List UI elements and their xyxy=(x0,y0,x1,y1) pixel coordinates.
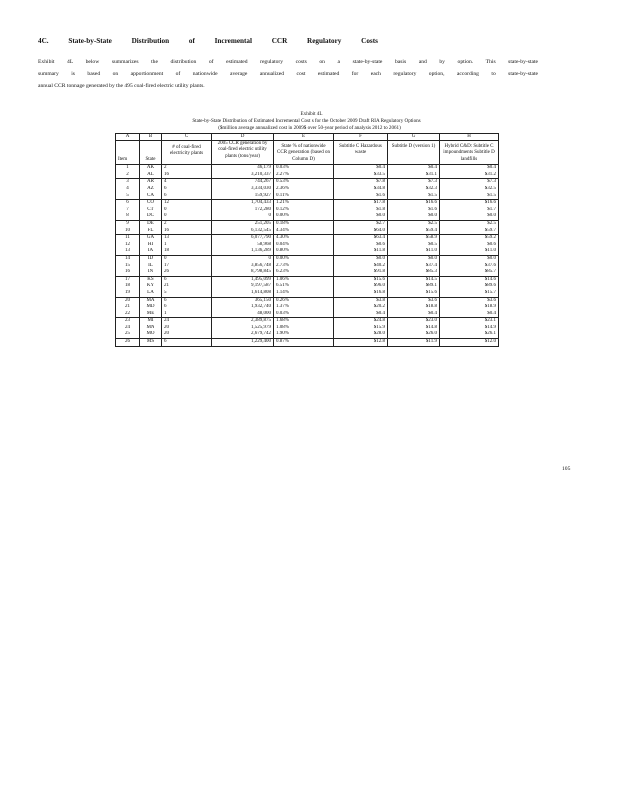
row-tons: 58,968 xyxy=(212,242,274,249)
row-pct: 1.14% xyxy=(274,290,334,297)
row-plants: 17 xyxy=(162,263,212,270)
cost-distribution-table xyxy=(115,133,499,347)
row-subtitle-d: $18.8 xyxy=(388,304,440,311)
column-letter: C xyxy=(162,134,212,141)
row-state: AR xyxy=(140,179,162,186)
table-row xyxy=(116,186,499,193)
column-letter: E xyxy=(274,134,334,141)
heading-word: of xyxy=(188,37,195,45)
row-plants: 13 xyxy=(162,235,212,242)
exhibit-subtitle: ($million average annualized cost in 2009$ over 50-year period of analysis 2012 to 2061) xyxy=(218,125,401,131)
row-subtitle-d: $23.0 xyxy=(388,318,440,325)
table-row xyxy=(116,200,499,207)
table-row xyxy=(116,193,499,200)
row-tons: 48,000 xyxy=(212,311,274,318)
table-row xyxy=(116,172,499,179)
row-hybrid: $0.0 xyxy=(440,255,499,262)
row-plants: 1 xyxy=(162,242,212,249)
row-plants: 26 xyxy=(162,269,212,276)
row-hybrid: $15.7 xyxy=(440,290,499,297)
row-pct: 0.03% xyxy=(274,311,334,318)
table-row xyxy=(116,255,499,262)
row-state: CT xyxy=(140,207,162,214)
row-tons: 8,798,845 xyxy=(212,269,274,276)
row-item: 24 xyxy=(116,325,140,332)
row-subtitle-d: $3.6 xyxy=(388,297,440,304)
row-pct: 0.18% xyxy=(274,220,334,227)
row-subtitle-c: $0.6 xyxy=(334,242,388,249)
row-pct: 1.06% xyxy=(274,276,334,283)
page-number: 105 xyxy=(562,466,571,472)
row-plants: 16 xyxy=(162,228,212,235)
row-subtitle-c: $0.0 xyxy=(334,255,388,262)
row-item: 19 xyxy=(116,290,140,297)
column-letter: F xyxy=(334,134,388,141)
row-hybrid: $85.7 xyxy=(440,269,499,276)
heading-word: Regulatory xyxy=(307,37,342,45)
paragraph-line: summary is based on apportionment of nationwide average annualized cost estimated for each regulatory option, according to state-by-state xyxy=(38,71,538,77)
heading-word: State-by-State xyxy=(68,37,112,45)
header-pct: State % of nationwide CCR generation (based on Column D) xyxy=(274,141,334,165)
row-subtitle-d: $26.0 xyxy=(388,331,440,338)
row-hybrid: $7.3 xyxy=(440,179,499,186)
row-hybrid: $12.0 xyxy=(440,339,499,347)
row-subtitle-c: $24.8 xyxy=(334,318,388,325)
row-item: 4 xyxy=(116,186,140,193)
table-row xyxy=(116,325,499,332)
row-hybrid: $18.9 xyxy=(440,304,499,311)
row-tons: 251,205 xyxy=(212,220,274,227)
paragraph-line: Exhibit 4L below summarizes the distribution of estimated regulatory costs on a state-by-state basis and by option. This state-by-state xyxy=(38,59,538,65)
row-subtitle-d: $2.5 xyxy=(388,220,440,227)
row-item: 5 xyxy=(116,193,140,200)
row-item: 9 xyxy=(116,220,140,227)
table-row xyxy=(116,283,499,290)
row-plants: 6 xyxy=(162,193,212,200)
row-state: MS xyxy=(140,339,162,347)
section-heading xyxy=(38,37,378,45)
row-subtitle-d: $1.5 xyxy=(388,193,440,200)
row-item: 6 xyxy=(116,200,140,207)
row-plants: 6 xyxy=(162,297,212,304)
column-letter-row xyxy=(116,134,499,141)
row-state: IN xyxy=(140,269,162,276)
row-subtitle-d: $37.4 xyxy=(388,263,440,270)
row-hybrid: $0.4 xyxy=(440,165,499,172)
row-pct: 6.51% xyxy=(274,283,334,290)
table-row xyxy=(116,228,499,235)
row-subtitle-c: $3.8 xyxy=(334,297,388,304)
table-row xyxy=(116,235,499,242)
table-row xyxy=(116,207,499,214)
row-state: KS xyxy=(140,276,162,283)
column-letter: H xyxy=(440,134,499,141)
row-item: 18 xyxy=(116,283,140,290)
row-subtitle-c: $20.2 xyxy=(334,304,388,311)
row-pct: 1.08% xyxy=(274,325,334,332)
row-tons: 1,495,099 xyxy=(212,276,274,283)
row-hybrid: $31.2 xyxy=(440,172,499,179)
row-pct: 1.90% xyxy=(274,331,334,338)
header-plants: # of coal-fired electricity plants xyxy=(162,141,212,165)
row-item: 7 xyxy=(116,207,140,214)
row-tons: 172,280 xyxy=(212,207,274,214)
row-tons: 2,679,742 xyxy=(212,331,274,338)
row-hybrid: $37.6 xyxy=(440,263,499,270)
row-subtitle-d: $0.0 xyxy=(388,255,440,262)
row-plants: 4 xyxy=(162,179,212,186)
row-item: 23 xyxy=(116,318,140,325)
heading-word: Costs xyxy=(361,37,378,45)
row-pct: 0.04% xyxy=(274,242,334,249)
table-row xyxy=(116,220,499,227)
row-subtitle-c: $0.0 xyxy=(334,213,388,220)
table-row xyxy=(116,311,499,318)
paragraph-line: annual CCR tonnage generated by the 495 coal-fired electric utility plants. xyxy=(38,83,205,89)
row-item: 11 xyxy=(116,235,140,242)
row-subtitle-d: $32.3 xyxy=(388,186,440,193)
row-pct: 2.36% xyxy=(274,186,334,193)
row-state: GA xyxy=(140,235,162,242)
row-plants: 12 xyxy=(162,200,212,207)
column-letter: A xyxy=(116,134,140,141)
row-subtitle-c: $64.0 xyxy=(334,228,388,235)
heading-word: Distribution xyxy=(131,37,170,45)
row-state: IL xyxy=(140,263,162,270)
row-state: KY xyxy=(140,283,162,290)
row-state: CO xyxy=(140,200,162,207)
row-subtitle-c: $2.7 xyxy=(334,220,388,227)
row-state: HI xyxy=(140,242,162,249)
row-tons: 46,179 xyxy=(212,165,274,172)
column-letter: D xyxy=(212,134,274,141)
table-row xyxy=(116,297,499,304)
heading-word: CCR xyxy=(271,37,288,45)
row-subtitle-c: $28.0 xyxy=(334,331,388,338)
row-item: 12 xyxy=(116,242,140,249)
row-plants: 20 xyxy=(162,331,212,338)
row-state: MN xyxy=(140,325,162,332)
row-tons: 6,077,790 xyxy=(212,235,274,242)
row-plants: 2 xyxy=(162,165,212,172)
row-state: CA xyxy=(140,193,162,200)
row-pct: 0.00% xyxy=(274,213,334,220)
header-state: State xyxy=(140,141,162,165)
header-subtitle-d: Subtitle D (version 1) xyxy=(388,141,440,165)
row-subtitle-c: $12.8 xyxy=(334,339,388,347)
row-hybrid: $89.6 xyxy=(440,283,499,290)
row-item: 3 xyxy=(116,179,140,186)
row-tons: 744,267 xyxy=(212,179,274,186)
table-row xyxy=(116,290,499,297)
row-plants: 21 xyxy=(162,283,212,290)
row-hybrid: $26.1 xyxy=(440,331,499,338)
exhibit-title-block xyxy=(115,111,498,132)
row-item: 25 xyxy=(116,331,140,338)
row-pct: 1.21% xyxy=(274,200,334,207)
row-subtitle-c: $91.8 xyxy=(334,269,388,276)
row-hybrid: $59.7 xyxy=(440,228,499,235)
row-plants: 6 xyxy=(162,276,212,283)
table-row xyxy=(116,179,499,186)
header-subtitle-c: Subtitle C Hazardous waste xyxy=(334,141,388,165)
row-plants: 6 xyxy=(162,304,212,311)
row-state: DE xyxy=(140,220,162,227)
row-pct: 0.80% xyxy=(274,248,334,255)
row-hybrid: $59.2 xyxy=(440,235,499,242)
row-pct: 0.53% xyxy=(274,179,334,186)
row-pct: 0.03% xyxy=(274,165,334,172)
row-plants: 24 xyxy=(162,318,212,325)
row-pct: 4.30% xyxy=(274,235,334,242)
row-state: ME xyxy=(140,311,162,318)
row-tons: 6,132,545 xyxy=(212,228,274,235)
row-subtitle-c: $34.8 xyxy=(334,186,388,193)
row-pct: 1.68% xyxy=(274,318,334,325)
row-subtitle-c: $0.4 xyxy=(334,311,388,318)
row-subtitle-c: $15.6 xyxy=(334,276,388,283)
row-state: FL xyxy=(140,228,162,235)
row-tons: 9,197,587 xyxy=(212,283,274,290)
row-subtitle-d: $58.9 xyxy=(388,235,440,242)
row-pct: 2.73% xyxy=(274,263,334,270)
row-item: 22 xyxy=(116,311,140,318)
exhibit-title: State-by-State Distribution of Estimated Incremental Cost s for the October 2009 Draft RIA Regulatory Options xyxy=(192,118,421,124)
row-subtitle-d: $0.4 xyxy=(388,165,440,172)
column-header-row xyxy=(116,141,499,165)
row-subtitle-d: $16.6 xyxy=(388,200,440,207)
row-tons: 1,136,289 xyxy=(212,248,274,255)
table-row xyxy=(116,269,499,276)
row-state: LA xyxy=(140,290,162,297)
row-item: 8 xyxy=(116,213,140,220)
row-hybrid: $32.5 xyxy=(440,186,499,193)
row-plants: 0 xyxy=(162,255,212,262)
row-item: 2 xyxy=(116,172,140,179)
row-subtitle-c: $1.6 xyxy=(334,193,388,200)
row-hybrid: $1.7 xyxy=(440,207,499,214)
row-item: 26 xyxy=(116,339,140,347)
row-tons: 0 xyxy=(212,213,274,220)
row-subtitle-d: $89.1 xyxy=(388,283,440,290)
row-pct: 0.26% xyxy=(274,297,334,304)
table-row xyxy=(116,263,499,270)
row-state: DC xyxy=(140,213,162,220)
row-subtitle-d: $0.4 xyxy=(388,311,440,318)
row-hybrid: $0.4 xyxy=(440,311,499,318)
row-subtitle-d: $15.6 xyxy=(388,290,440,297)
row-subtitle-c: $16.8 xyxy=(334,290,388,297)
row-tons: 1,704,433 xyxy=(212,200,274,207)
row-subtitle-d: $14.8 xyxy=(388,325,440,332)
row-state: MD xyxy=(140,304,162,311)
row-plants: 5 xyxy=(162,290,212,297)
row-state: MA xyxy=(140,297,162,304)
row-tons: 365,150 xyxy=(212,297,274,304)
row-plants: 6 xyxy=(162,186,212,193)
row-pct: 6.23% xyxy=(274,269,334,276)
row-subtitle-c: $7.8 xyxy=(334,179,388,186)
row-item: 10 xyxy=(116,228,140,235)
row-pct: 1.37% xyxy=(274,304,334,311)
row-hybrid: $3.6 xyxy=(440,297,499,304)
row-hybrid: $2.5 xyxy=(440,220,499,227)
row-item: 16 xyxy=(116,269,140,276)
row-state: AK xyxy=(140,165,162,172)
heading-word: Incremental xyxy=(214,37,252,45)
header-item: Item xyxy=(116,141,140,165)
row-state: AL xyxy=(140,172,162,179)
row-subtitle-c: $63.4 xyxy=(334,235,388,242)
row-tons: 1,229,400 xyxy=(212,339,274,347)
row-pct: 0.00% xyxy=(274,255,334,262)
header-hybrid: Hybrid C&D: Subtitle C impoundments Subtitle D landfills xyxy=(440,141,499,165)
row-item: 21 xyxy=(116,304,140,311)
row-tons: 3,334,030 xyxy=(212,186,274,193)
table-row xyxy=(116,213,499,220)
exhibit-4l xyxy=(115,111,498,347)
section-number: 4C. xyxy=(38,37,49,45)
row-subtitle-d: $85.3 xyxy=(388,269,440,276)
table-row xyxy=(116,248,499,255)
row-item: 17 xyxy=(116,276,140,283)
row-item: 13 xyxy=(116,248,140,255)
row-item: 1 xyxy=(116,165,140,172)
table-row xyxy=(116,165,499,172)
row-pct: 2.27% xyxy=(274,172,334,179)
row-subtitle-c: $96.0 xyxy=(334,283,388,290)
row-hybrid: $11.0 xyxy=(440,248,499,255)
row-subtitle-d: $59.4 xyxy=(388,228,440,235)
row-hybrid: $0.6 xyxy=(440,242,499,249)
row-subtitle-d: $11.9 xyxy=(388,339,440,347)
row-tons: 1,614,808 xyxy=(212,290,274,297)
row-tons: 3,210,337 xyxy=(212,172,274,179)
row-item: 15 xyxy=(116,263,140,270)
row-subtitle-c: $11.8 xyxy=(334,248,388,255)
row-subtitle-d: $1.6 xyxy=(388,207,440,214)
row-subtitle-d: $14.5 xyxy=(388,276,440,283)
intro-paragraph xyxy=(38,56,538,92)
row-hybrid: $14.6 xyxy=(440,276,499,283)
row-state: MI xyxy=(140,318,162,325)
row-plants: 6 xyxy=(162,339,212,347)
row-item: 20 xyxy=(116,297,140,304)
row-tons: 1,525,979 xyxy=(212,325,274,332)
row-tons: 0 xyxy=(212,255,274,262)
table-row xyxy=(116,339,499,347)
row-pct: 4.34% xyxy=(274,228,334,235)
row-plants: 2 xyxy=(162,220,212,227)
row-state: MO xyxy=(140,331,162,338)
row-plants: 0 xyxy=(162,213,212,220)
row-tons: 2,389,875 xyxy=(212,318,274,325)
row-pct: 0.12% xyxy=(274,207,334,214)
row-hybrid: $1.5 xyxy=(440,193,499,200)
row-subtitle-c: $17.8 xyxy=(334,200,388,207)
row-subtitle-c: $33.5 xyxy=(334,172,388,179)
row-item: 14 xyxy=(116,255,140,262)
row-plants: 1 xyxy=(162,311,212,318)
row-tons: 1,932,740 xyxy=(212,304,274,311)
table-row xyxy=(116,304,499,311)
row-pct: 0.87% xyxy=(274,339,334,347)
row-subtitle-c: $1.8 xyxy=(334,207,388,214)
table-row xyxy=(116,318,499,325)
row-tons: 3,856,748 xyxy=(212,263,274,270)
row-plants: 16 xyxy=(162,172,212,179)
row-plants: 0 xyxy=(162,207,212,214)
row-hybrid: $0.0 xyxy=(440,213,499,220)
row-hybrid: $16.6 xyxy=(440,200,499,207)
row-subtitle-c: $0.4 xyxy=(334,165,388,172)
column-letter: B xyxy=(140,134,162,141)
row-state: ID xyxy=(140,255,162,262)
row-subtitle-c: $40.2 xyxy=(334,263,388,270)
row-subtitle-c: $15.9 xyxy=(334,325,388,332)
row-pct: 0.11% xyxy=(274,193,334,200)
row-tons: 159,927 xyxy=(212,193,274,200)
row-state: IA xyxy=(140,248,162,255)
column-letter: G xyxy=(388,134,440,141)
table-row xyxy=(116,331,499,338)
row-subtitle-d: $11.0 xyxy=(388,248,440,255)
row-state: AZ xyxy=(140,186,162,193)
row-subtitle-d: $0.0 xyxy=(388,213,440,220)
row-subtitle-d: $31.1 xyxy=(388,172,440,179)
row-plants: 20 xyxy=(162,325,212,332)
row-subtitle-d: $0.5 xyxy=(388,242,440,249)
row-hybrid: $23.1 xyxy=(440,318,499,325)
row-plants: 18 xyxy=(162,248,212,255)
exhibit-label: Exhibit 4L xyxy=(300,111,323,117)
header-generation: 2005 CCR generation by coal-fired electric utility plants (tons/year) xyxy=(212,141,274,165)
table-row xyxy=(116,276,499,283)
table-body xyxy=(116,165,499,346)
row-subtitle-d: $7.3 xyxy=(388,179,440,186)
row-hybrid: $14.9 xyxy=(440,325,499,332)
table-row xyxy=(116,242,499,249)
